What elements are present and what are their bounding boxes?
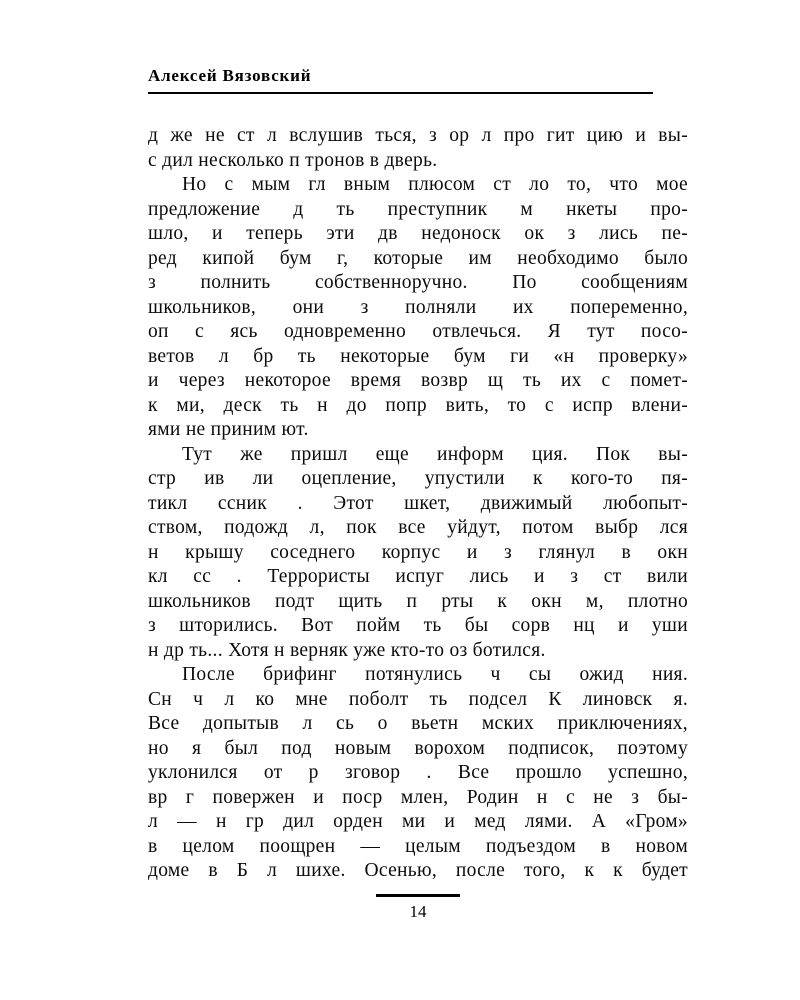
text-line: шло, и теперь эти дв недоноск ок з лись пе- bbox=[148, 223, 688, 244]
text-line: з полнить собственноручно. По сообщениям bbox=[148, 272, 688, 293]
text-line: Но с мым гл вным плюсом ст ло то, что мое bbox=[182, 174, 688, 195]
text-line: в целом поощрен — целым подъездом в новом bbox=[148, 835, 688, 857]
page-number: 14 bbox=[409, 902, 427, 921]
text-line: и через некоторое время возвр щ ть их с помет- bbox=[148, 370, 688, 391]
text-line: доме в Б л шихе. Осенью, после того, к к будет bbox=[148, 860, 688, 881]
text-line: н крышу соседнего корпус и з глянул в окн bbox=[148, 541, 688, 563]
text-line: Тут же пришл еще информ ция. Пок вы- bbox=[182, 443, 688, 465]
text-line: школьников, они з полняли их попеременно, bbox=[148, 296, 688, 318]
text-line: з шторились. Вот пойм ть бы сорв нц и уши bbox=[148, 615, 688, 636]
text-line: л — н гр дил орден ми и мед лями. А «Гром» bbox=[148, 811, 688, 832]
text-line: вр г повержен и поср млен, Родин н с не з бы- bbox=[148, 786, 688, 808]
text-line: кл сс . Террористы испуг лись и з ст вили bbox=[148, 566, 688, 587]
text-line: оп с ясь одновременно отвлечься. Я тут посо- bbox=[148, 321, 688, 342]
text-line: После брифинг потянулись ч сы ожид ния. bbox=[182, 664, 688, 685]
text-line: уклонился от р зговор . Все прошло успешно, bbox=[148, 762, 688, 783]
text-line: д же не ст л вслушив ться, з ор л про гит цию и вы- bbox=[148, 125, 688, 146]
footer-rule bbox=[376, 894, 460, 897]
text-line: школьников подт щить п рты к окн м, плотно bbox=[148, 590, 688, 612]
text-line: но я был под новым ворохом подписок, поэтому bbox=[148, 737, 688, 759]
text-line: предложение д ть преступник м нкеты про- bbox=[148, 198, 688, 220]
text-line: с дил несколько п тронов в дверь. bbox=[148, 149, 438, 171]
text-line: к ми, деск ть н до попр вить, то с испр влени- bbox=[148, 394, 688, 416]
running-header bbox=[148, 66, 688, 86]
text-line: н др ть... Хотя н верняк уже кто-то оз ботился. bbox=[148, 639, 546, 661]
text-line: ветов л бр ть некоторые бум ги «н проверку» bbox=[148, 345, 688, 367]
text-line: Все допытыв л сь о вьетн мских приключениях, bbox=[148, 713, 688, 734]
text-line: ством, подожд л, пок все уйдут, потом выбр лся bbox=[148, 517, 688, 538]
text-line: тикл ссник . Этот шкет, движимый любопыт- bbox=[148, 492, 688, 514]
author-name: Алексей Вязовский bbox=[148, 66, 312, 85]
text-line: Сн ч л ко мне поболт ть подсел К линовск я. bbox=[148, 688, 688, 710]
header-rule bbox=[148, 92, 653, 94]
body-text bbox=[148, 124, 688, 884]
text-line: ред кипой бум г, которые им необходимо было bbox=[148, 247, 688, 269]
text-line: ями не приним ют. bbox=[148, 419, 309, 440]
text-line: стр ив ли оцепление, упустили к кого-то пя- bbox=[148, 468, 688, 489]
